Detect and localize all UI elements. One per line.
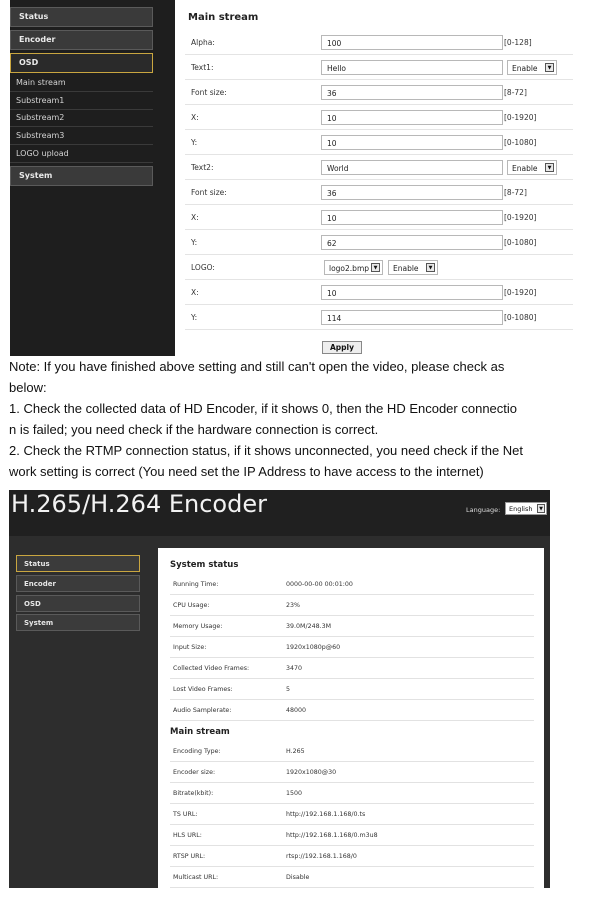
chevron-down-icon: ▼ xyxy=(545,63,554,72)
status-value: 48000 xyxy=(286,707,307,714)
status-row xyxy=(170,679,534,700)
osd-settings-screenshot xyxy=(10,0,573,356)
status-key: Collected Video Frames: xyxy=(173,665,250,672)
logo-label: LOGO: xyxy=(191,263,215,272)
stream-value: http://192.168.1.168/0.ts xyxy=(286,811,366,818)
status-key: Memory Usage: xyxy=(173,623,223,630)
status-row xyxy=(170,574,534,595)
font1-range: [8-72] xyxy=(504,88,527,97)
logo-file-select[interactable] xyxy=(324,260,383,275)
x1-range: [0-1920] xyxy=(504,113,537,122)
nav-encoder[interactable]: Encoder xyxy=(16,575,140,592)
status-panel xyxy=(158,548,544,888)
nav-status[interactable]: Status xyxy=(10,7,153,27)
font1-label: Font size: xyxy=(191,88,227,97)
stream-row xyxy=(170,825,534,846)
font2-input[interactable]: 36 xyxy=(321,185,503,200)
x2-label: X: xyxy=(191,213,199,222)
nav-osd[interactable]: OSD xyxy=(16,595,140,612)
alpha-input[interactable]: 100 xyxy=(321,35,503,50)
chevron-down-icon: ▼ xyxy=(545,163,554,172)
y2-input[interactable]: 62 xyxy=(321,235,503,250)
apply-button[interactable]: Apply xyxy=(322,341,362,354)
sub-substream1[interactable]: Substream1 xyxy=(10,93,153,110)
status-key: Running Time: xyxy=(173,581,219,588)
stream-value: H.265 xyxy=(286,748,305,755)
x2-input[interactable]: 10 xyxy=(321,210,503,225)
logo-enable-value: Enable xyxy=(393,264,419,273)
logo-file-value: logo2.bmp xyxy=(329,264,370,273)
system-status-screenshot xyxy=(9,490,550,888)
row-y3 xyxy=(185,305,573,330)
status-row xyxy=(170,700,534,721)
stream-value: 1920x1080@30 xyxy=(286,769,337,776)
text1-input[interactable]: Hello xyxy=(321,60,503,75)
stream-row xyxy=(170,741,534,762)
note-line: work setting is correct (You need set the IP Address to have access to the internet) xyxy=(9,464,484,479)
row-logo xyxy=(185,255,573,280)
x3-range: [0-1920] xyxy=(504,288,537,297)
chevron-down-icon: ▼ xyxy=(371,263,380,272)
stream-row xyxy=(170,804,534,825)
status-value: 0000-00-00 00:01:00 xyxy=(286,581,353,588)
y1-label: Y: xyxy=(191,138,198,147)
font1-input[interactable]: 36 xyxy=(321,85,503,100)
stream-key: Multicast URL: xyxy=(173,874,219,881)
x1-label: X: xyxy=(191,113,199,122)
nav-system[interactable]: System xyxy=(16,614,140,631)
text1-label: Text1: xyxy=(191,63,214,72)
stream-value: Disable xyxy=(286,874,310,881)
stream-value: rtsp://192.168.1.168/0 xyxy=(286,853,357,860)
text1-enable-value: Enable xyxy=(512,64,538,73)
language-value: English xyxy=(509,505,533,513)
row-font1 xyxy=(185,80,573,105)
row-text2 xyxy=(185,155,573,180)
stream-key: TS URL: xyxy=(173,811,198,818)
sub-main-stream[interactable]: Main stream xyxy=(10,75,153,92)
system-status-title: System status xyxy=(170,560,239,570)
stream-value: 1500 xyxy=(286,790,303,797)
status-value: 3470 xyxy=(286,665,303,672)
status-row xyxy=(170,616,534,637)
stream-key: Encoder size: xyxy=(173,769,216,776)
main-stream-title: Main stream xyxy=(170,727,230,737)
row-x1 xyxy=(185,105,573,130)
stream-key: Bitrate(kbit): xyxy=(173,790,214,797)
stream-row xyxy=(170,783,534,804)
row-text1 xyxy=(185,55,573,80)
nav-status[interactable]: Status xyxy=(16,555,140,572)
y1-input[interactable]: 10 xyxy=(321,135,503,150)
note-line: 2. Check the RTMP connection status, if it shows unconnected, you need check if the Net xyxy=(9,443,524,458)
osd-main-panel xyxy=(185,0,573,356)
text2-enable-value: Enable xyxy=(512,164,538,173)
text1-enable-select[interactable] xyxy=(507,60,557,75)
sub-substream3[interactable]: Substream3 xyxy=(10,128,153,145)
row-x2 xyxy=(185,205,573,230)
y1-range: [0-1080] xyxy=(504,138,537,147)
x2-range: [0-1920] xyxy=(504,213,537,222)
text2-label: Text2: xyxy=(191,163,214,172)
status-row xyxy=(170,595,534,616)
note-line: below: xyxy=(9,380,47,395)
row-y2 xyxy=(185,230,573,255)
status-value: 23% xyxy=(286,602,300,609)
y3-range: [0-1080] xyxy=(504,313,537,322)
nav-encoder[interactable]: Encoder xyxy=(10,30,153,50)
status-row xyxy=(170,658,534,679)
font2-label: Font size: xyxy=(191,188,227,197)
stream-row xyxy=(170,762,534,783)
x3-input[interactable]: 10 xyxy=(321,285,503,300)
note-line: n is failed; you need check if the hardware connection is correct. xyxy=(9,422,379,437)
row-alpha xyxy=(185,30,573,55)
text2-input[interactable]: World xyxy=(321,160,503,175)
y3-label: Y: xyxy=(191,313,198,322)
sidebar xyxy=(10,0,175,356)
x1-input[interactable]: 10 xyxy=(321,110,503,125)
status-key: Audio Samplerate: xyxy=(173,707,232,714)
status-key: Input Size: xyxy=(173,644,207,651)
y2-label: Y: xyxy=(191,238,198,247)
status-key: CPU Usage: xyxy=(173,602,210,609)
stream-key: HLS URL: xyxy=(173,832,202,839)
status-value: 1920x1080p@60 xyxy=(286,644,341,651)
status-value: 5 xyxy=(286,686,291,693)
note-line: Note: If you have finished above setting and still can't open the video, please check as xyxy=(9,359,505,374)
y3-input[interactable]: 114 xyxy=(321,310,503,325)
stream-row xyxy=(170,846,534,867)
y2-range: [0-1080] xyxy=(504,238,537,247)
row-x3 xyxy=(185,280,573,305)
text2-enable-select[interactable] xyxy=(507,160,557,175)
logo-enable-select[interactable] xyxy=(388,260,438,275)
status-value: 39.0M/248.3M xyxy=(286,623,332,630)
chevron-down-icon: ▼ xyxy=(426,263,435,272)
app-title: H.265/H.264 Encoder xyxy=(11,490,267,518)
note-line: 1. Check the collected data of HD Encoder, if it shows 0, then the HD Encoder connectio xyxy=(9,401,518,416)
nav-osd[interactable]: OSD xyxy=(10,53,153,73)
row-y1 xyxy=(185,130,573,155)
status-key: Lost Video Frames: xyxy=(173,686,233,693)
app-header xyxy=(9,490,550,536)
row-font2 xyxy=(185,180,573,205)
x3-label: X: xyxy=(191,288,199,297)
stream-value: http://192.168.1.168/0.m3u8 xyxy=(286,832,378,839)
language-select[interactable] xyxy=(505,502,547,515)
sub-logo-upload[interactable]: LOGO upload xyxy=(10,146,153,163)
stream-key: Encoding Type: xyxy=(173,748,221,755)
nav-system[interactable]: System xyxy=(10,166,153,186)
section-title: Main stream xyxy=(188,12,259,23)
stream-row xyxy=(170,867,534,888)
language-label: Language: xyxy=(466,506,501,514)
status-row xyxy=(170,637,534,658)
sub-substream2[interactable]: Substream2 xyxy=(10,110,153,127)
font2-range: [8-72] xyxy=(504,188,527,197)
alpha-label: Alpha: xyxy=(191,38,215,47)
chevron-down-icon: ▼ xyxy=(537,504,545,513)
alpha-range: [0-128] xyxy=(504,38,532,47)
stream-key: RTSP URL: xyxy=(173,853,206,860)
